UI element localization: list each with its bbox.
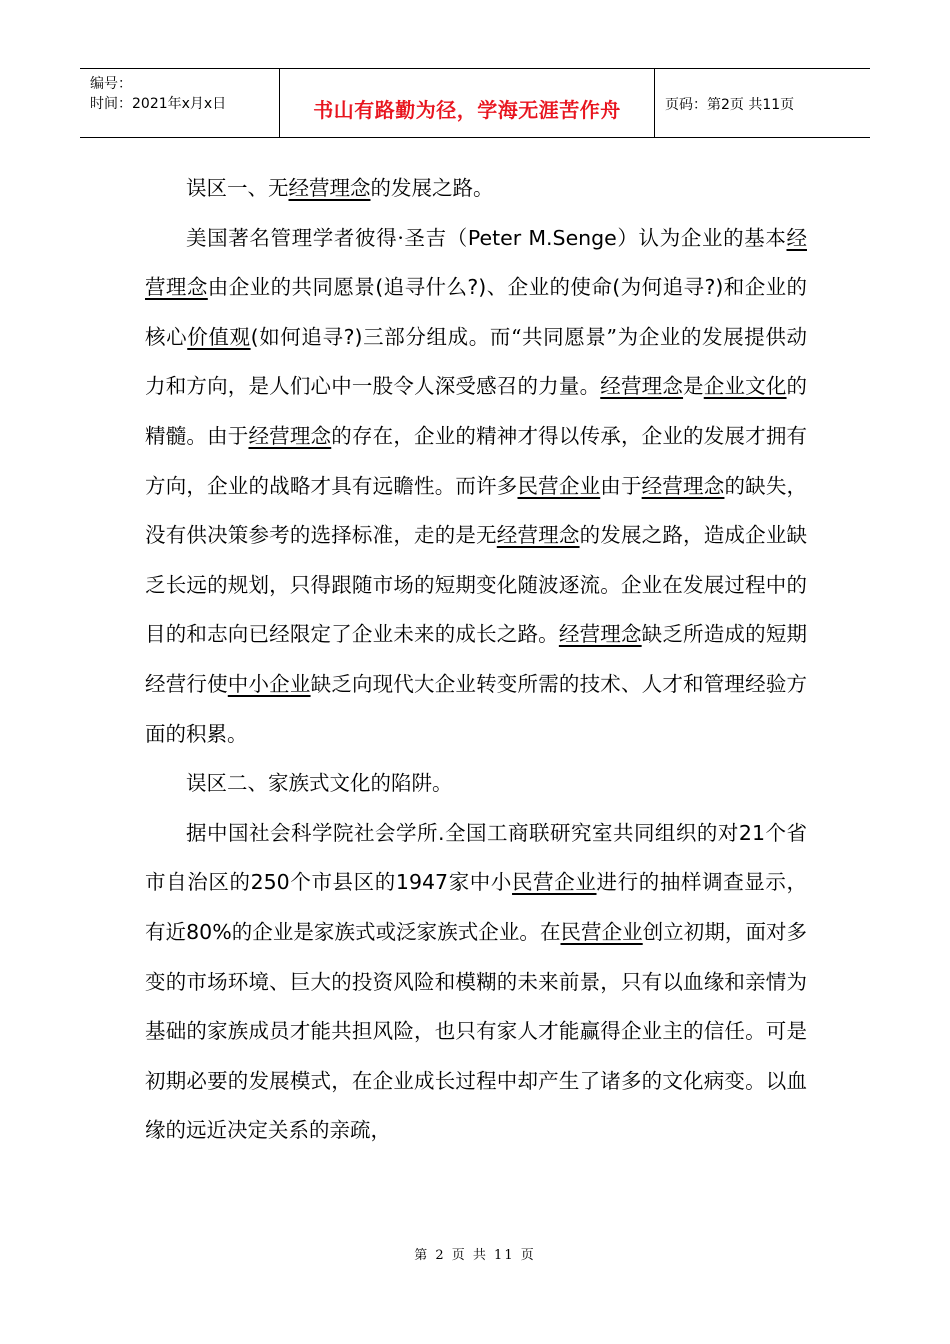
underlined-term: 经营理念 xyxy=(600,374,684,399)
section-paragraph-1: 美国著名管理学者彼得·圣吉（Peter M.Senge）认为企业的基本经营理念由企业的共同愿景(追寻什么?)、企业的使命(为何追寻?)和企业的核心价值观(如何追寻?)三部分组成。而“共同愿景”为企业的发展提供动力和方向，是人们心中一股令人深受感召的力量。经营理念是企业文化的精髓。由于经营理念的存在，企业的精神才得以传承，企业的发展才拥有方向，企业的战略才具有远瞻性。而许多民营企业由于经营理念的缺失，没有供决策参考的选择标准，走的是无经营理念的发展之路，造成企业缺乏长远的规划，只得跟随市场的短期变化随波逐流。企业在发展过程中的目的和志向已经限定了企业未来的成长之路。经营理念缺乏所造成的短期经营行使中小企业缺乏向现代大企业转变所需的技术、人才和管理经验方面的积累。 xyxy=(145,225,808,746)
underlined-term: 民营企业 xyxy=(517,473,601,498)
underlined-term: 民营企业 xyxy=(560,919,643,944)
page-header xyxy=(80,68,870,138)
underlined-term: 经营理念 xyxy=(248,423,332,448)
header-page-info: 页码：第2页 共11页 xyxy=(665,97,795,113)
section-paragraph-2: 据中国社会科学院社会学所.全国工商联研究室共同组织的对21个省市自治区的250个市县区的1947家中小民营企业进行的抽样调查显示，有近80%的企业是家族式或泛家族式企业。在民营企业创立初期，面对多变的市场环境、巨大的投资风险和模糊的未来前景，只有以血缘和亲情为基础的家族成员才能共担风险，也只有家人才能赢得企业主的信任。可是初期必要的发展模式，在企业成长过程中却产生了诸多的文化病变。以血缘的远近决定关系的亲疏， xyxy=(145,820,808,1143)
underlined-term: 经营理念 xyxy=(145,225,807,300)
underlined-term: 经营理念 xyxy=(288,176,371,200)
document-body xyxy=(145,164,807,1156)
underlined-term: 经营理念 xyxy=(558,622,642,647)
underlined-term: 价值观 xyxy=(187,324,251,349)
document-number-label: 编号： xyxy=(90,76,132,92)
page-footer: 第 2 页 共 11 页 xyxy=(414,1248,536,1263)
header-meta-cell xyxy=(80,69,280,137)
underlined-term: 中小企业 xyxy=(227,671,311,696)
underlined-term: 企业文化 xyxy=(703,374,787,399)
underlined-term: 民营企业 xyxy=(512,870,597,895)
header-motto: 书山有路勤为径，学海无涯苦作舟 xyxy=(313,98,621,122)
underlined-term: 经营理念 xyxy=(496,523,580,548)
section-heading-2: 误区二、家族式文化的陷阱。 xyxy=(186,771,453,796)
document-time-label: 时间：2021年x月x日 xyxy=(90,96,227,112)
section-heading-1: 误区一、无经营理念的发展之路。 xyxy=(186,176,494,200)
underlined-term: 经营理念 xyxy=(641,473,725,498)
header-motto-cell xyxy=(280,69,655,137)
